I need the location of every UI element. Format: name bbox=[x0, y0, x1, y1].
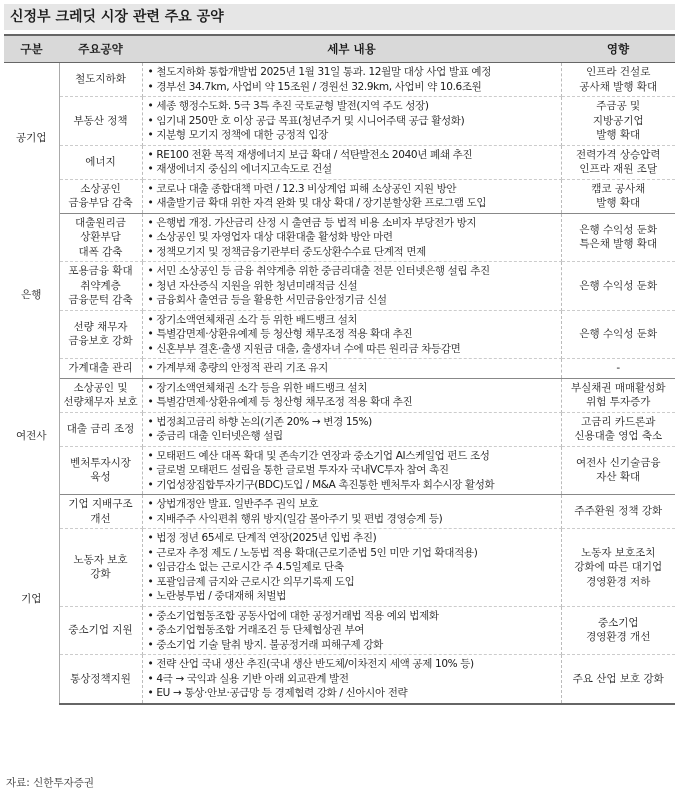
bullet-icon: • bbox=[147, 498, 157, 510]
bullet-icon: • bbox=[147, 532, 157, 544]
details-cell bbox=[142, 446, 561, 495]
bullet-icon: • bbox=[147, 245, 157, 258]
pledge-line: 취약계층 bbox=[80, 279, 121, 292]
bullet-icon: • bbox=[147, 114, 157, 127]
detail-text: 신혼부부 결혼·출생 지원금 대출, 출생자녀 수에 따른 원리금 차등감면 bbox=[156, 342, 461, 355]
pledge-cell bbox=[59, 446, 142, 495]
details-cell bbox=[142, 412, 561, 446]
pledge-cell bbox=[59, 495, 142, 529]
pledge-cell bbox=[59, 359, 142, 379]
table-row bbox=[4, 529, 675, 607]
impact-line: 캠코 공사채 bbox=[591, 182, 646, 195]
table-row bbox=[4, 412, 675, 446]
detail-bullet bbox=[148, 497, 561, 512]
pledge-cell bbox=[59, 262, 142, 311]
detail-text: 포괄임금제 금지와 근로시간 의무기록제 도입 bbox=[156, 575, 355, 588]
detail-bullet bbox=[148, 148, 561, 163]
bullet-icon: • bbox=[147, 590, 157, 602]
detail-bullet bbox=[148, 429, 561, 444]
impact-cell bbox=[561, 97, 675, 146]
pledge-cell bbox=[59, 529, 142, 607]
pledge-line: 강화 bbox=[90, 568, 111, 581]
table-row bbox=[4, 606, 675, 655]
detail-bullet bbox=[148, 531, 561, 546]
details-cell bbox=[142, 63, 561, 97]
pledge-cell bbox=[59, 412, 142, 446]
bullet-icon: • bbox=[147, 672, 157, 685]
detail-text: 근로자 추정 제도 / 노동법 적용 확대(근로기준법 5인 미만 기업 확대적용) bbox=[156, 546, 478, 559]
pledge-line: 대출원리금 bbox=[75, 216, 126, 229]
detail-text: 중소기업 기술 탈취 방지. 불공정거래 피해구제 강화 bbox=[156, 638, 383, 651]
impact-line: 경영환경 개선 bbox=[586, 631, 651, 644]
details-cell bbox=[142, 213, 561, 262]
table-row bbox=[4, 213, 675, 262]
impact-line: 자산 확대 bbox=[596, 471, 641, 484]
detail-bullet bbox=[148, 415, 561, 430]
bullet-icon: • bbox=[147, 430, 157, 442]
bullet-icon: • bbox=[147, 609, 157, 622]
detail-bullet bbox=[148, 657, 561, 672]
detail-bullet bbox=[148, 313, 561, 328]
detail-text: EU → 통상·안보·공급망 등 경제협력 강화 / 신아시아 전략 bbox=[156, 687, 408, 699]
category-cell: 은행 bbox=[4, 213, 59, 378]
header-impact: 영향 bbox=[561, 35, 675, 63]
detail-bullet bbox=[148, 686, 561, 701]
detail-text: 전략 산업 국내 생산 추진(국내 생산 반도체/이차전지 세액 공제 10% 등) bbox=[156, 658, 474, 670]
pledges-table bbox=[4, 34, 675, 705]
details-cell bbox=[142, 606, 561, 655]
pledge-line: 중소기업 지원 bbox=[68, 624, 133, 636]
bullet-icon: • bbox=[147, 464, 157, 476]
impact-line: 공사채 발행 확대 bbox=[579, 80, 658, 93]
table-row bbox=[4, 378, 675, 412]
detail-bullet bbox=[148, 264, 561, 279]
detail-bullet bbox=[148, 162, 561, 177]
pledge-cell bbox=[59, 213, 142, 262]
detail-text: 재생에너지 중심의 에너지고속도로 건설 bbox=[156, 163, 332, 175]
pledge-line: 금융부담 감축 bbox=[68, 197, 133, 209]
pledge-line: 대출 금리 조정 bbox=[66, 422, 135, 435]
impact-line: 주요 산업 보호 강화 bbox=[572, 672, 664, 685]
impact-cell bbox=[561, 262, 675, 311]
pledge-line: 금융보호 강화 bbox=[68, 335, 133, 348]
bullet-icon: • bbox=[147, 362, 157, 374]
detail-text: 코로나 대출 종합대책 마련 / 12.3 비상계엄 피해 소상공인 지원 방안 bbox=[156, 182, 457, 195]
table-row bbox=[4, 310, 675, 359]
details-cell bbox=[142, 378, 561, 412]
impact-line: 발행 확대 bbox=[596, 197, 641, 209]
source-note: 자료: 신한투자증권 bbox=[6, 777, 95, 789]
pledge-line: 금융문턱 감축 bbox=[68, 294, 133, 306]
bullet-icon: • bbox=[147, 575, 157, 588]
detail-text: 특별감면제·상환유예제 등 청산형 채무조정 적용 확대 추진 bbox=[156, 396, 413, 408]
pledge-cell bbox=[59, 378, 142, 412]
pledge-line: 가계대출 관리 bbox=[68, 362, 133, 374]
detail-text: 모태펀드 예산 대폭 확대 및 존속기간 연장과 중소기업 AI스케일업 펀드 조성 bbox=[156, 449, 490, 462]
header-pledge: 주요공약 bbox=[59, 35, 142, 63]
pledge-cell bbox=[59, 63, 142, 97]
bullet-icon: • bbox=[147, 129, 157, 141]
bullet-icon: • bbox=[147, 265, 157, 277]
details-cell bbox=[142, 262, 561, 311]
detail-text: 은행법 개정. 가산금리 산정 시 출연금 등 법적 비용 소비자 부당전가 방지 bbox=[156, 216, 477, 229]
impact-line: 은행 수익성 둔화 bbox=[579, 328, 658, 340]
impact-cell bbox=[561, 446, 675, 495]
bullet-icon: • bbox=[147, 381, 157, 394]
pledge-line: 노동자 보호 bbox=[73, 553, 128, 566]
impact-cell bbox=[561, 359, 675, 379]
page-title: 신정부 크레딧 시장 관련 주요 공약 bbox=[4, 4, 675, 30]
bullet-icon: • bbox=[147, 687, 157, 699]
impact-line: 은행 수익성 둔화 bbox=[579, 223, 658, 236]
bullet-icon: • bbox=[147, 561, 157, 573]
impact-line: 중소기업 bbox=[597, 616, 639, 629]
table-row bbox=[4, 63, 675, 97]
impact-line: 지방공기업 bbox=[592, 114, 644, 127]
impact-line: 경영환경 저하 bbox=[586, 575, 651, 588]
detail-bullet bbox=[148, 589, 561, 604]
pledge-line: 선량채무자 보호 bbox=[63, 396, 138, 408]
header-details: 세부 내용 bbox=[142, 35, 561, 63]
details-cell bbox=[142, 529, 561, 607]
impact-line: 고금리 카드론과 bbox=[581, 415, 656, 428]
detail-text: 지배주주 사익편취 행위 방지(일감 몰아주기 및 편법 경영승계 등) bbox=[156, 512, 443, 525]
detail-text: 장기소액연체채권 소각 등을 위한 배드뱅크 설치 bbox=[156, 381, 368, 394]
detail-text: 청년 자산증식 지원을 위한 청년미래적금 신설 bbox=[156, 279, 358, 292]
detail-bullet bbox=[148, 342, 561, 357]
impact-cell bbox=[561, 179, 675, 213]
bullet-icon: • bbox=[147, 478, 157, 491]
detail-text: 지분형 모기지 정책에 대한 긍정적 입장 bbox=[156, 129, 328, 141]
details-cell bbox=[142, 179, 561, 213]
bullet-icon: • bbox=[147, 231, 157, 243]
pledge-line: 부동산 정책 bbox=[73, 114, 128, 127]
table-header-row bbox=[4, 35, 675, 63]
table-row bbox=[4, 145, 675, 179]
bullet-icon: • bbox=[147, 449, 157, 462]
pledge-line: 선량 채무자 bbox=[73, 320, 128, 333]
detail-text: 소상공인 및 자영업자 대상 대환대출 활성화 방안 마련 bbox=[156, 231, 393, 243]
impact-cell bbox=[561, 213, 675, 262]
detail-bullet bbox=[148, 449, 561, 464]
pledge-line: 개선 bbox=[90, 512, 111, 525]
detail-text: 새출발기금 확대 위한 자격 완화 및 대상 확대 / 장기분할상환 프로그램 도입 bbox=[156, 197, 487, 209]
bullet-icon: • bbox=[147, 197, 157, 209]
detail-bullet bbox=[148, 512, 561, 527]
impact-line: 특은채 발행 확대 bbox=[579, 238, 658, 251]
detail-text: 임기내 250만 호 이상 공급 목표(청년주거 및 시니어주택 공급 활성화) bbox=[156, 114, 465, 127]
bullet-icon: • bbox=[147, 512, 157, 525]
impact-cell bbox=[561, 378, 675, 412]
impact-cell bbox=[561, 145, 675, 179]
impact-line: 인프라 건설로 bbox=[586, 66, 651, 78]
bullet-icon: • bbox=[147, 546, 157, 559]
impact-cell bbox=[561, 63, 675, 97]
detail-text: 경부선 34.7km, 사업비 약 15조원 / 경원선 32.9km, 사업비 약 10.6조원 bbox=[156, 80, 482, 93]
bullet-icon: • bbox=[147, 658, 157, 670]
impact-cell bbox=[561, 495, 675, 529]
detail-bullet bbox=[148, 463, 561, 478]
pledge-line: 육성 bbox=[90, 471, 111, 484]
detail-text: 금융회사 출연금 등을 활용한 서민금융안정기금 신설 bbox=[156, 294, 387, 306]
bullet-icon: • bbox=[147, 100, 157, 112]
bullet-icon: • bbox=[147, 66, 157, 78]
table-row bbox=[4, 97, 675, 146]
detail-bullet bbox=[148, 623, 561, 638]
details-cell bbox=[142, 655, 561, 704]
table-row bbox=[4, 179, 675, 213]
table-row bbox=[4, 495, 675, 529]
detail-bullet bbox=[148, 128, 561, 143]
pledge-line: 에너지 bbox=[85, 155, 116, 168]
detail-text: 중소기업협동조합 공동사업에 대한 공정거래법 적용 예외 법제화 bbox=[156, 609, 439, 622]
pledge-line: 기업 지배구조 bbox=[68, 498, 133, 510]
detail-bullet bbox=[148, 478, 561, 493]
bullet-icon: • bbox=[147, 415, 157, 428]
detail-bullet bbox=[148, 65, 561, 80]
table-row bbox=[4, 446, 675, 495]
bullet-icon: • bbox=[147, 396, 157, 408]
impact-cell bbox=[561, 606, 675, 655]
detail-bullet bbox=[148, 80, 561, 95]
impact-line: 부실채권 매매활성화 bbox=[570, 381, 666, 394]
detail-bullet bbox=[148, 230, 561, 245]
detail-bullet bbox=[148, 546, 561, 561]
pledge-line: 통상정책지원 bbox=[70, 672, 131, 685]
detail-bullet bbox=[148, 609, 561, 624]
impact-line: 은행 수익성 둔화 bbox=[579, 279, 658, 292]
pledge-cell bbox=[59, 97, 142, 146]
detail-text: 세종 행정수도화. 5극 3특 추진 국토균형 발전(지역 주도 성장) bbox=[156, 100, 429, 112]
pledge-cell bbox=[59, 606, 142, 655]
pledge-line: 철도지하화 bbox=[75, 73, 126, 86]
detail-bullet bbox=[148, 114, 561, 129]
bullet-icon: • bbox=[147, 624, 157, 636]
category-cell: 기업 bbox=[4, 495, 59, 704]
bullet-icon: • bbox=[147, 182, 157, 195]
details-cell bbox=[142, 495, 561, 529]
detail-text: 글로벌 모태펀드 설립을 통한 글로벌 투자자 국내VC투자 참여 촉진 bbox=[156, 464, 449, 476]
pledge-line: 대폭 감축 bbox=[78, 245, 123, 258]
pledge-line: 소상공인 및 bbox=[73, 381, 128, 394]
bullet-icon: • bbox=[147, 328, 157, 340]
detail-bullet bbox=[148, 638, 561, 653]
detail-text: 가계부채 총량의 안정적 관리 기조 유지 bbox=[156, 362, 328, 374]
pledge-line: 포용금융 확대 bbox=[68, 265, 133, 277]
impact-line: 주금공 및 bbox=[596, 100, 641, 112]
detail-text: 기업성장집합투자기구(BDC)도입 / M&A 촉진통한 벤처투자 회수시장 활성화 bbox=[156, 478, 495, 491]
detail-bullet bbox=[148, 672, 561, 687]
detail-text: 노란봉투법 / 중대재해 처벌법 bbox=[156, 590, 287, 602]
detail-text: 서민 소상공인 등 금융 취약계층 위한 중금리대출 전문 인터넷은행 설립 추진 bbox=[156, 265, 490, 277]
details-cell bbox=[142, 359, 561, 379]
detail-bullet bbox=[148, 361, 561, 376]
detail-bullet bbox=[148, 575, 561, 590]
pledge-line: 상환부담 bbox=[80, 231, 121, 243]
detail-bullet bbox=[148, 381, 561, 396]
detail-bullet bbox=[148, 99, 561, 114]
detail-text: 법정최고금리 하향 논의(기존 20% → 변경 15%) bbox=[156, 415, 372, 428]
category-cell: 공기업 bbox=[4, 63, 59, 214]
impact-line: 위험 투자증가 bbox=[586, 396, 651, 408]
details-cell bbox=[142, 145, 561, 179]
detail-text: 정책모기지 및 정책금융기관부터 중도상환수수료 단계적 면제 bbox=[156, 245, 426, 258]
header-category: 구분 bbox=[4, 35, 59, 63]
detail-text: 중소기업협동조합 거래조건 등 단체협상권 부여 bbox=[156, 624, 365, 636]
bullet-icon: • bbox=[147, 163, 157, 175]
table-body bbox=[4, 63, 675, 704]
impact-cell bbox=[561, 310, 675, 359]
detail-bullet bbox=[148, 293, 561, 308]
bullet-icon: • bbox=[147, 342, 157, 355]
bullet-icon: • bbox=[147, 638, 157, 651]
bullet-icon: • bbox=[147, 148, 157, 161]
pledge-cell bbox=[59, 145, 142, 179]
pledge-line: 벤처투자시장 bbox=[70, 456, 131, 469]
detail-text: 중금리 대출 인터넷은행 설립 bbox=[156, 430, 283, 442]
detail-text: 임금감소 없는 근로시간 주 4.5일제로 단축 bbox=[156, 561, 344, 573]
bullet-icon: • bbox=[147, 279, 157, 292]
category-cell: 여전사 bbox=[4, 378, 59, 495]
impact-line: 전력가격 상승압력 bbox=[576, 148, 661, 161]
detail-bullet bbox=[148, 395, 561, 410]
pledge-cell bbox=[59, 310, 142, 359]
detail-text: 철도지하화 통합개발법 2025년 1월 31일 통과. 12월말 대상 사업 발표 예정 bbox=[156, 66, 492, 78]
detail-text: 법정 정년 65세로 단계적 연장(2025년 입법 추진) bbox=[156, 532, 377, 544]
pledge-cell bbox=[59, 655, 142, 704]
bullet-icon: • bbox=[147, 80, 157, 93]
impact-line: 여전사 신기술금융 bbox=[576, 456, 661, 469]
detail-bullet bbox=[148, 327, 561, 342]
table-row bbox=[4, 262, 675, 311]
impact-line: 발행 확대 bbox=[596, 129, 641, 141]
details-cell bbox=[142, 97, 561, 146]
impact-line: 신용대출 영업 축소 bbox=[574, 430, 663, 442]
detail-bullet bbox=[148, 560, 561, 575]
pledge-cell bbox=[59, 179, 142, 213]
details-cell bbox=[142, 310, 561, 359]
detail-text: 장기소액연체채권 소각 등 위한 배드뱅크 설치 bbox=[156, 313, 358, 326]
impact-line: 인프라 재원 조달 bbox=[579, 163, 658, 175]
table-row bbox=[4, 359, 675, 379]
impact-line: 주주환원 정책 강화 bbox=[574, 505, 663, 518]
bullet-icon: • bbox=[147, 216, 157, 229]
detail-bullet bbox=[148, 245, 561, 260]
detail-bullet bbox=[148, 196, 561, 211]
impact-cell bbox=[561, 529, 675, 607]
pledge-line: 소상공인 bbox=[80, 182, 121, 195]
impact-cell bbox=[561, 655, 675, 704]
detail-bullet bbox=[148, 279, 561, 294]
detail-text: RE100 전환 목적 재생에너지 보급 확대 / 석탄발전소 2040년 폐쇄 추진 bbox=[156, 148, 473, 161]
bullet-icon: • bbox=[147, 313, 157, 326]
impact-line: - bbox=[616, 362, 621, 374]
detail-bullet bbox=[148, 182, 561, 197]
impact-line: 노동자 보호조치 bbox=[581, 546, 656, 559]
impact-line: 강화에 따른 대기업 bbox=[574, 561, 663, 573]
bullet-icon: • bbox=[147, 294, 157, 306]
detail-text: 4극 → 국익과 실용 기반 아래 외교관계 발전 bbox=[156, 672, 349, 685]
table-row bbox=[4, 655, 675, 704]
impact-cell bbox=[561, 412, 675, 446]
detail-bullet bbox=[148, 216, 561, 231]
detail-text: 특별감면제·상환유예제 등 청산형 채무조정 적용 확대 추진 bbox=[156, 328, 413, 340]
detail-text: 상법개정안 발표. 일반주주 권익 보호 bbox=[156, 498, 319, 510]
